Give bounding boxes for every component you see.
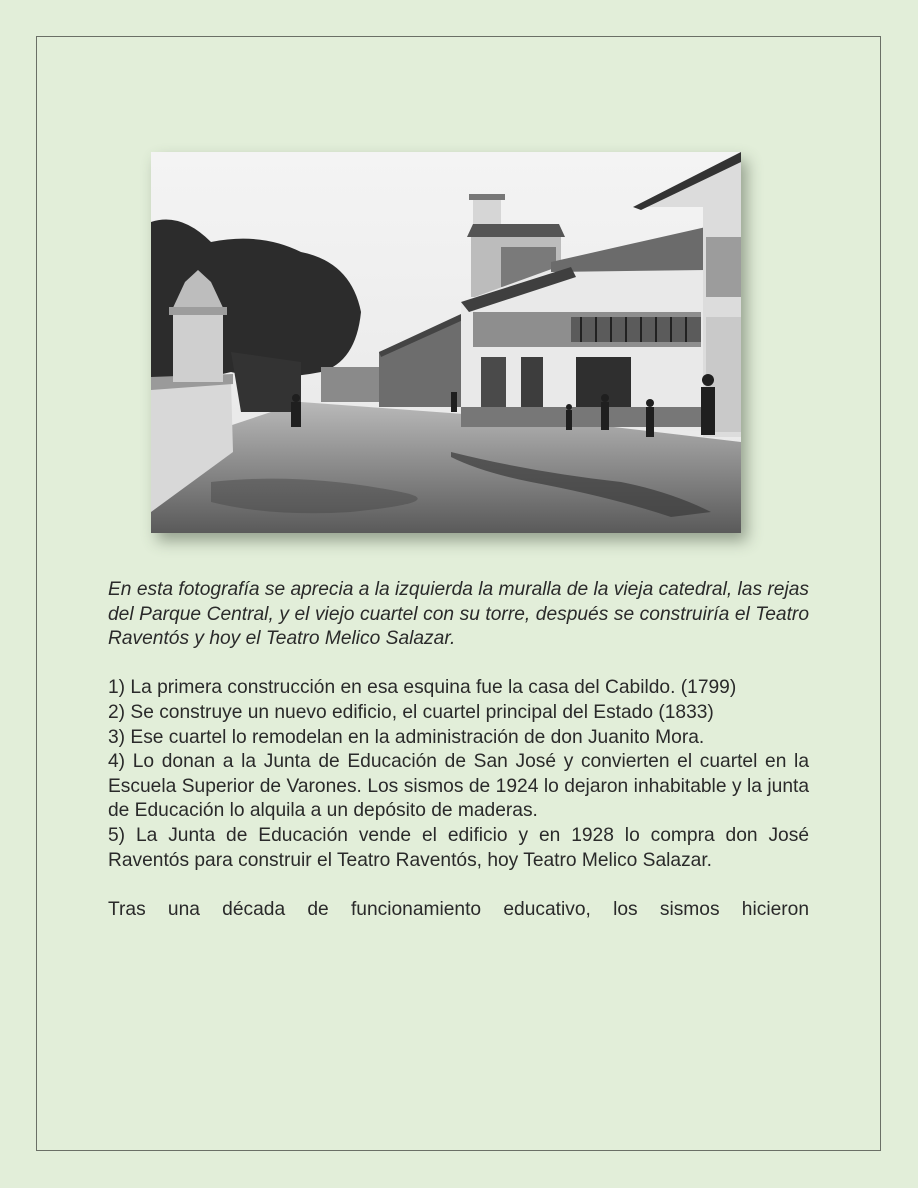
history-item-2: 2) Se construye un nuevo edificio, el cuartel principal del Estado (1833) [108,701,714,723]
photo-illustration [151,152,741,533]
closing-paragraph: Tras una década de funcionamiento educativo, los sismos hicieron [108,898,809,920]
history-item-1: 1) La primera construcción en esa esquina fue la casa del Cabildo. (1799) [108,677,737,699]
body-text [108,578,809,922]
history-item-3: 3) Ese cuartel lo remodelan en la administración de don Juanito Mora. [108,726,705,748]
history-item-4: 4) Lo donan a la Junta de Educación de San José y convierten el cuartel en la Escuela Superior de Varones. Los sismos de 1924 lo dejaron inhabitable y la junta de Educación lo alquila a un depósito de maderas. [108,751,809,822]
history-item-5: 5) La Junta de Educación vende el edificio y en 1928 lo compra don José Raventós para construir el Teatro Raventós, hoy Teatro Melico Salazar. [108,824,809,871]
photo-caption: En esta fotografía se aprecia a la izquierda la muralla de la vieja catedral, las rejas del Parque Central, y el viejo cuartel con su torre, después se construiría el Teatro Raventós y hoy el Teatro Melico Salazar. [108,579,809,650]
historic-street-photo [151,152,741,533]
